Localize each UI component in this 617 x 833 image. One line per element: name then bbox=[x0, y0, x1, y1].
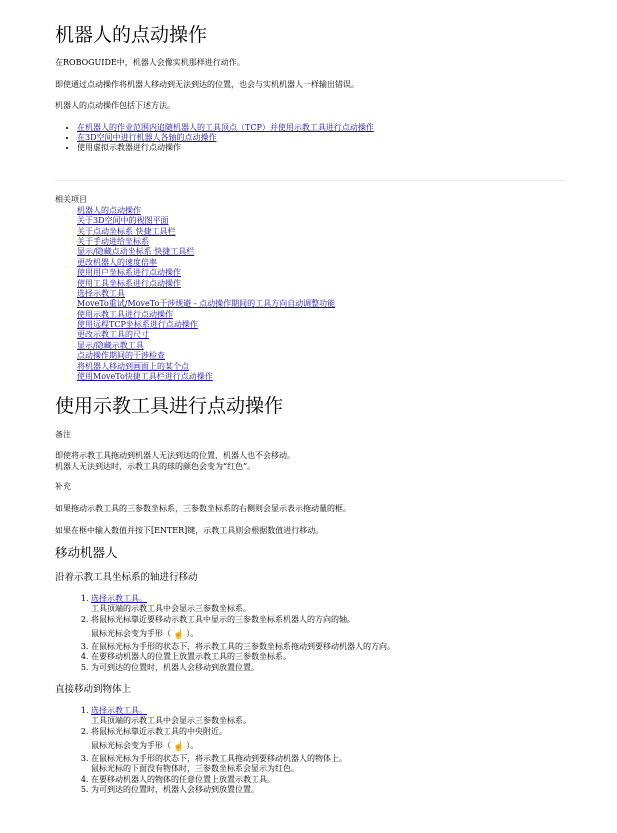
direct-move-title: 直接移动到物体上 bbox=[55, 684, 132, 695]
section-divider bbox=[55, 180, 565, 181]
list-item[interactable] bbox=[77, 330, 577, 340]
list-item[interactable] bbox=[77, 320, 577, 330]
method-virtual-tp: 使用虚拟示教器进行点动操作 bbox=[77, 143, 181, 152]
list-item: 3. 在鼠标光标为手形的状态下，将示教工具拖动到要移动机器人的物体上。 鼠标光标的下面没有物体时，三参数坐标系会显示为红色。 bbox=[91, 754, 577, 775]
note-line-1: 即使将示教工具拖动到机器人无法到达的位置，机器人也不会移动。 bbox=[55, 451, 295, 460]
supplement-label: 补充 bbox=[55, 482, 71, 491]
related-section bbox=[55, 195, 577, 382]
list-item: 4. 在要移动机器人的位置上放置示教工具的三参数坐标系。 bbox=[91, 652, 577, 662]
list-item[interactable] bbox=[91, 706, 577, 727]
related-link[interactable]: 机器人的点动操作 bbox=[77, 205, 141, 215]
list-item[interactable] bbox=[77, 279, 577, 289]
methods-paragraph: 机器人的点动操作包括下述方法。 bbox=[55, 101, 175, 110]
related-link[interactable]: 使用用户坐标系进行点动操作 bbox=[77, 268, 181, 278]
related-list bbox=[55, 206, 577, 383]
along-axis-title: 沿着示教工具坐标系的轴进行移动 bbox=[55, 572, 198, 583]
list-item[interactable] bbox=[77, 206, 577, 216]
list-item: 4. 在要移动机器人的物体的任意位置上放置示教工具。 bbox=[91, 775, 577, 785]
related-link[interactable]: 使用工具坐标系进行点动操作 bbox=[77, 278, 181, 288]
list-item: 2. 将鼠标光标靠近示教工具的中央附近。 鼠标光标会变为手形（ ☝ ）。 bbox=[91, 727, 577, 754]
related-link[interactable]: 选择示教工具 bbox=[77, 288, 125, 298]
hand-cursor-icon: ☝ bbox=[173, 630, 185, 641]
direct-move-steps bbox=[55, 706, 577, 795]
method-link-3d-axis[interactable]: 在3D空间中进行机器人各轴的点动操作 bbox=[77, 133, 217, 142]
related-link[interactable]: MoveTo重试/MoveTo干涉规避 - 点动操作期间的工具方向自动调整功能 bbox=[77, 299, 336, 309]
select-teach-tool-link[interactable]: 选择示教工具。 bbox=[91, 594, 147, 603]
along-axis-steps bbox=[55, 594, 577, 673]
list-item: 2. 将鼠标光标靠近要移动示教工具中显示的三参数坐标系机器人的方向的轴。 鼠标光标会变为手形（ ☝ ）。 bbox=[91, 615, 577, 642]
hand-cursor-icon: ☝ bbox=[173, 742, 185, 753]
list-item[interactable] bbox=[77, 247, 577, 257]
list-item[interactable] bbox=[77, 310, 577, 320]
list-item[interactable] bbox=[77, 216, 577, 226]
related-link[interactable]: 更改机器人的速度倍率 bbox=[77, 257, 157, 267]
note-line-2: 机器人无法到达时，示教工具的球的颜色会变为“红色”。 bbox=[55, 462, 256, 471]
list-item[interactable] bbox=[77, 227, 577, 237]
list-item[interactable] bbox=[77, 133, 577, 143]
related-link[interactable]: 使用示教工具进行点动操作 bbox=[77, 309, 173, 319]
list-item[interactable] bbox=[77, 351, 577, 361]
method-link-tcp[interactable]: 在机器人的作业范围内追随机器人的工具顶点（TCP）并使用示教工具进行点动操作 bbox=[77, 123, 374, 132]
list-item bbox=[77, 143, 577, 153]
error-paragraph: 即使通过点动操作将机器人移动到无法到达的位置，也会与实机机器人一样输出错误。 bbox=[55, 80, 359, 89]
list-item[interactable] bbox=[77, 289, 577, 299]
list-item: 3. 在鼠标光标为手形的状态下，将示教工具的三参数坐标系拖动到要移动机器人的方向。 bbox=[91, 642, 577, 652]
list-item: 5. 为可到达的位置时，机器人会移动到放置位置。 bbox=[91, 785, 577, 795]
related-heading: 相关项目 bbox=[55, 195, 87, 204]
page-title: 机器人的点动操作 bbox=[55, 24, 208, 46]
intro-paragraph: 在ROBOGUIDE中，机器人会像实机那样进行动作。 bbox=[55, 58, 245, 67]
list-item: 5. 为可到达的位置时，机器人会移动到放置位置。 bbox=[91, 663, 577, 673]
enter-text: 如果在框中输入数值并按下[ENTER]键，示教工具则会根据数值进行移动。 bbox=[55, 526, 324, 535]
list-item[interactable] bbox=[77, 268, 577, 278]
step-subtext: 鼠标光标的下面没有物体时，三参数坐标系会显示为红色。 bbox=[91, 764, 299, 774]
list-item[interactable] bbox=[91, 594, 577, 615]
step-subtext: 工具顶端的示教工具中会显示三参数坐标系。 bbox=[91, 716, 251, 726]
related-link[interactable]: 将机器人移动到画面上的某个点 bbox=[77, 361, 189, 371]
step-subtext: 鼠标光标会变为手形（ ☝ ）。 bbox=[91, 741, 199, 753]
step-subtext: 鼠标光标会变为手形（ ☝ ）。 bbox=[91, 629, 199, 641]
select-teach-tool-link[interactable]: 选择示教工具。 bbox=[91, 706, 147, 715]
note-label: 备注 bbox=[55, 430, 71, 439]
step-subtext: 工具顶端的示教工具中会显示三参数坐标系。 bbox=[91, 604, 251, 614]
related-link[interactable]: 显示/隐藏点动坐标系 快捷工具栏 bbox=[77, 247, 195, 257]
list-item[interactable] bbox=[77, 362, 577, 372]
related-link[interactable]: 更改示教工具的尺寸 bbox=[77, 330, 149, 340]
list-item[interactable] bbox=[77, 237, 577, 247]
section-title-teach-tool: 使用示教工具进行点动操作 bbox=[55, 395, 284, 417]
list-item[interactable] bbox=[77, 123, 577, 133]
related-link[interactable]: 使用远程TCP坐标系进行点动操作 bbox=[77, 320, 198, 330]
list-item[interactable] bbox=[77, 372, 577, 382]
related-link[interactable]: 关于点动坐标系 快捷工具栏 bbox=[77, 226, 176, 236]
related-link[interactable]: 显示/隐藏示教工具 bbox=[77, 340, 144, 350]
supplement-text: 如果拖动示教工具的三参数坐标系，三参数坐标系的右侧则会显示表示拖动量的框。 bbox=[55, 504, 351, 513]
list-item[interactable] bbox=[77, 258, 577, 268]
list-item[interactable] bbox=[77, 341, 577, 351]
move-robot-title: 移动机器人 bbox=[55, 545, 118, 560]
list-item[interactable] bbox=[77, 299, 577, 309]
related-link[interactable]: 关于3D空间中的视图平面 bbox=[77, 216, 169, 226]
related-link[interactable]: 关于手动进给坐标系 bbox=[77, 236, 149, 246]
methods-list bbox=[55, 123, 577, 153]
related-link[interactable]: 点动操作期间的干涉检查 bbox=[77, 351, 165, 361]
related-link[interactable]: 使用MoveTo快捷工具栏进行点动操作 bbox=[77, 372, 213, 382]
